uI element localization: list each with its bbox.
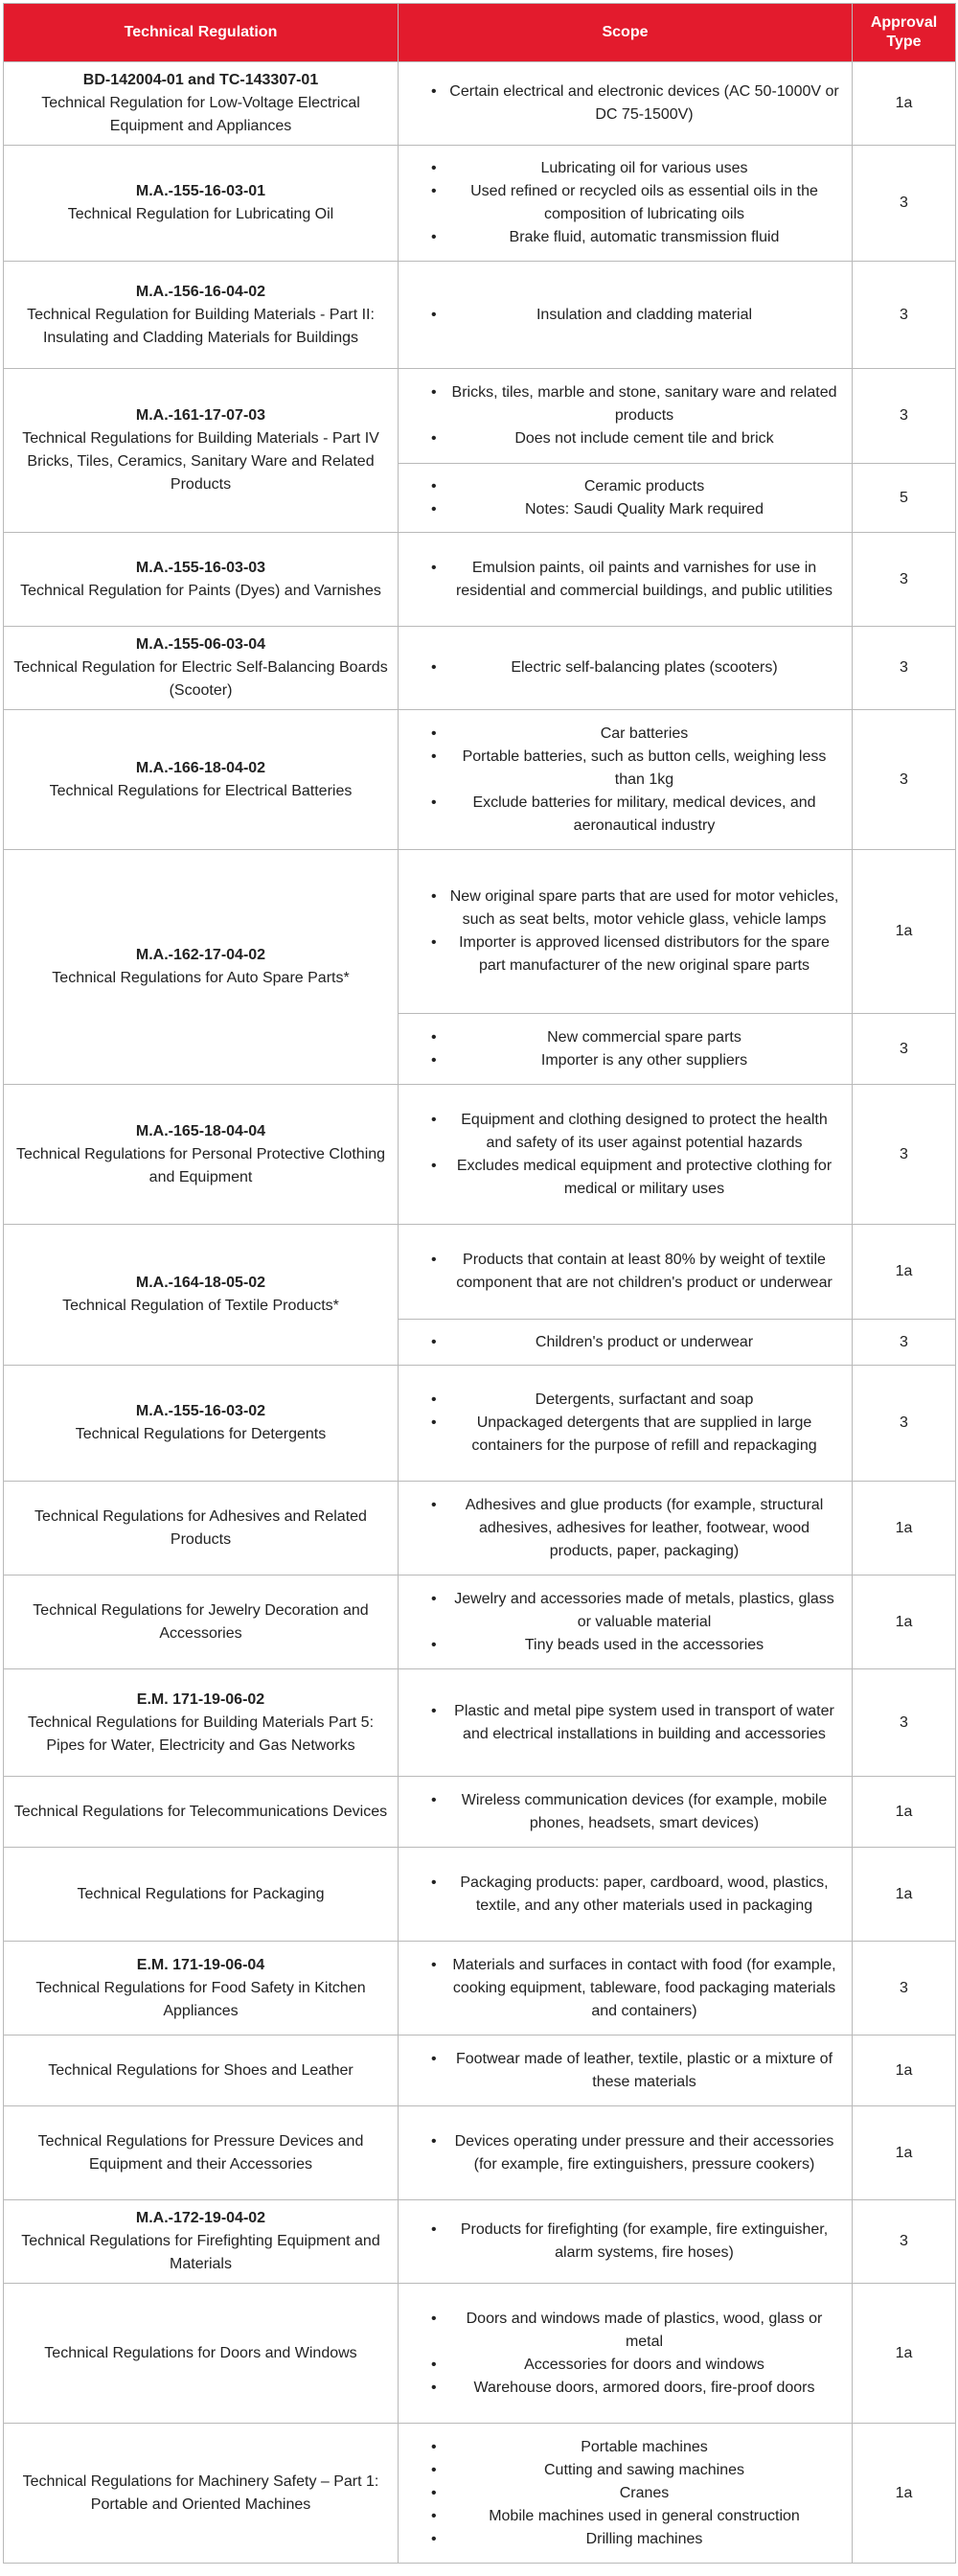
header-scope: Scope xyxy=(399,4,853,62)
scope-item: • Brake fluid, automatic transmission fluid xyxy=(406,226,842,249)
scope-cell xyxy=(399,1320,853,1366)
table-row xyxy=(4,262,956,369)
table-row xyxy=(4,850,956,1014)
scope-item: • Used refined or recycled oils as essential oils in the composition of lubricating oils xyxy=(406,180,842,226)
scope-list xyxy=(406,2219,842,2265)
scope-list xyxy=(406,157,842,249)
approval-type-cell: 3 xyxy=(853,369,956,464)
approval-type-cell: 3 xyxy=(853,627,956,710)
scope-list xyxy=(406,1249,842,1295)
regulation-name: Technical Regulations for Shoes and Leather xyxy=(48,2061,354,2079)
header-approval-type: Approval Type xyxy=(853,4,956,62)
scope-item: • New commercial spare parts xyxy=(406,1026,842,1049)
regulation-name: Technical Regulations for Doors and Windows xyxy=(44,2344,357,2361)
scope-item: • Plastic and metal pipe system used in transport of water and electrical installations in building and accessories xyxy=(406,1700,842,1746)
regulation-cell xyxy=(4,1482,399,1576)
scope-item: • Tiny beads used in the accessories xyxy=(406,1634,842,1657)
regulations-table xyxy=(3,3,956,2564)
scope-item: • Packaging products: paper, cardboard, wood, plastics, textile, and any other materials used in packaging xyxy=(406,1872,842,1918)
regulation-cell xyxy=(4,146,399,262)
scope-item: • Children's product or underwear xyxy=(406,1331,842,1354)
scope-cell xyxy=(399,710,853,850)
table-row xyxy=(4,1848,956,1942)
scope-list xyxy=(406,1494,842,1563)
scope-cell xyxy=(399,1848,853,1942)
scope-list xyxy=(406,1389,842,1458)
scope-list xyxy=(406,304,842,327)
regulation-name: Technical Regulations for Packaging xyxy=(77,1885,325,1902)
regulation-code: BD-142004-01 and TC-143307-01 xyxy=(82,72,319,88)
regulation-code: E.M. 171-19-06-02 xyxy=(136,1690,265,1708)
scope-item: • Wireless communication devices (for example, mobile phones, headsets, smart devices) xyxy=(406,1789,842,1835)
scope-cell xyxy=(399,1225,853,1320)
regulation-cell xyxy=(4,1848,399,1942)
approval-type-cell: 3 xyxy=(853,1320,956,1366)
scope-item: • Importer is approved licensed distributors for the spare part manufacturer of the new original spare parts xyxy=(406,932,842,978)
scope-cell xyxy=(399,1576,853,1669)
scope-item: • Exclude batteries for military, medical devices, and aeronautical industry xyxy=(406,792,842,838)
approval-type-cell: 1a xyxy=(853,2284,956,2424)
scope-item: • Insulation and cladding material xyxy=(406,304,842,327)
table-row xyxy=(4,2200,956,2284)
table-row xyxy=(4,1942,956,2036)
table-row xyxy=(4,627,956,710)
regulation-code: M.A.-166-18-04-02 xyxy=(135,759,266,776)
regulation-name: Technical Regulation of Textile Products* xyxy=(62,1298,339,1314)
scope-list xyxy=(406,475,842,521)
scope-cell xyxy=(399,2284,853,2424)
regulation-cell xyxy=(4,627,399,710)
regulation-name: Technical Regulations for Machinery Safety – Part 1: Portable and Oriented Machines xyxy=(22,2472,379,2513)
approval-type-cell: 1a xyxy=(853,2424,956,2564)
scope-list xyxy=(406,886,842,978)
scope-list xyxy=(406,1109,842,1201)
scope-item: • Warehouse doors, armored doors, fire-proof doors xyxy=(406,2377,842,2400)
regulation-cell xyxy=(4,2284,399,2424)
approval-type-cell: 3 xyxy=(853,1014,956,1085)
regulation-cell xyxy=(4,262,399,369)
regulation-name: Technical Regulation for Low-Voltage Electrical Equipment and Appliances xyxy=(41,95,360,134)
approval-type-cell: 1a xyxy=(853,1482,956,1576)
approval-type-cell: 3 xyxy=(853,2200,956,2284)
approval-type-cell: 1a xyxy=(853,62,956,146)
table-row xyxy=(4,2284,956,2424)
regulation-code: M.A.-162-17-04-02 xyxy=(135,947,266,963)
scope-list xyxy=(406,1331,842,1354)
regulation-cell xyxy=(4,1085,399,1225)
regulation-name: Technical Regulation for Building Materials - Part II: Insulating and Cladding Materials for Buildings xyxy=(27,306,375,346)
scope-cell xyxy=(399,1085,853,1225)
approval-type-cell: 1a xyxy=(853,2106,956,2200)
scope-cell xyxy=(399,533,853,627)
header-technical-regulation: Technical Regulation xyxy=(4,4,399,62)
scope-cell xyxy=(399,2106,853,2200)
scope-cell xyxy=(399,1777,853,1848)
table-row xyxy=(4,1225,956,1320)
table-row xyxy=(4,146,956,262)
scope-item: • New original spare parts that are used for motor vehicles, such as seat belts, motor vehicle glass, vehicle lamps xyxy=(406,886,842,932)
scope-list xyxy=(406,2308,842,2400)
regulation-name: Technical Regulations for Detergents xyxy=(75,1426,327,1442)
scope-item: • Excludes medical equipment and protective clothing for medical or military uses xyxy=(406,1155,842,1201)
regulation-name: Technical Regulations for Building Materials Part 5: Pipes for Water, Electricity and Gas Networks xyxy=(27,1714,375,1754)
approval-type-cell: 3 xyxy=(853,533,956,627)
scope-item: • Equipment and clothing designed to protect the health and safety of its user against potential hazards xyxy=(406,1109,842,1155)
scope-item: • Importer is any other suppliers xyxy=(406,1049,842,1072)
approval-type-cell: 3 xyxy=(853,1669,956,1777)
scope-list xyxy=(406,381,842,450)
regulation-name: Technical Regulation for Paints (Dyes) and Varnishes xyxy=(20,582,381,599)
regulation-cell xyxy=(4,369,399,533)
scope-list xyxy=(406,2436,842,2551)
regulation-cell xyxy=(4,1669,399,1777)
scope-cell xyxy=(399,146,853,262)
regulation-cell xyxy=(4,1225,399,1366)
regulation-code: M.A.-156-16-04-02 xyxy=(135,283,266,300)
scope-cell xyxy=(399,2036,853,2106)
scope-item: • Detergents, surfactant and soap xyxy=(406,1389,842,1412)
regulation-name: Technical Regulations for Electrical Batteries xyxy=(49,782,353,799)
table-row xyxy=(4,62,956,146)
scope-list xyxy=(406,2048,842,2094)
scope-list xyxy=(406,1588,842,1657)
approval-type-cell: 1a xyxy=(853,1848,956,1942)
regulation-name: Technical Regulation for Electric Self-Balancing Boards (Scooter) xyxy=(13,659,388,699)
regulation-name: Technical Regulations for Building Materials - Part IV Bricks, Tiles, Ceramics, Sanitary Ware and Related Products xyxy=(22,430,379,493)
table-row xyxy=(4,710,956,850)
regulation-cell xyxy=(4,2424,399,2564)
scope-item: • Cutting and sawing machines xyxy=(406,2459,842,2482)
scope-list xyxy=(406,2130,842,2176)
table-row xyxy=(4,369,956,464)
scope-item: • Materials and surfaces in contact with food (for example, cooking equipment, tableware, food packaging materials and containers) xyxy=(406,1954,842,2023)
table-row xyxy=(4,1576,956,1669)
regulation-name: Technical Regulations for Personal Protective Clothing and Equipment xyxy=(15,1145,386,1185)
scope-cell xyxy=(399,1014,853,1085)
scope-item: • Certain electrical and electronic devices (AC 50-1000V or DC 75-1500V) xyxy=(406,80,842,126)
regulation-code: E.M. 171-19-06-04 xyxy=(136,1956,265,1973)
table-row xyxy=(4,1085,956,1225)
regulation-cell xyxy=(4,2106,399,2200)
regulation-code: M.A.-155-06-03-04 xyxy=(135,636,266,653)
table-row xyxy=(4,2036,956,2106)
regulation-cell xyxy=(4,850,399,1085)
table-row xyxy=(4,2106,956,2200)
approval-type-cell: 5 xyxy=(853,464,956,533)
scope-item: • Products that contain at least 80% by weight of textile component that are not children's product or underwear xyxy=(406,1249,842,1295)
regulation-cell xyxy=(4,1576,399,1669)
scope-item: • Notes: Saudi Quality Mark required xyxy=(406,498,842,521)
scope-cell xyxy=(399,262,853,369)
scope-item: • Mobile machines used in general construction xyxy=(406,2505,842,2528)
scope-list xyxy=(406,1700,842,1746)
approval-type-cell: 1a xyxy=(853,2036,956,2106)
scope-list xyxy=(406,1872,842,1918)
approval-type-cell: 1a xyxy=(853,1576,956,1669)
scope-item: • Portable batteries, such as button cells, weighing less than 1kg xyxy=(406,746,842,792)
table-header xyxy=(4,4,956,62)
regulation-cell xyxy=(4,62,399,146)
approval-type-cell: 3 xyxy=(853,146,956,262)
regulation-name: Technical Regulations for Firefighting Equipment and Materials xyxy=(21,2233,380,2272)
table-row xyxy=(4,1777,956,1848)
scope-list xyxy=(406,723,842,838)
regulation-cell xyxy=(4,1366,399,1482)
regulation-code: M.A.-165-18-04-04 xyxy=(135,1122,266,1139)
scope-list xyxy=(406,1954,842,2023)
scope-item: • Footwear made of leather, textile, plastic or a mixture of these materials xyxy=(406,2048,842,2094)
scope-item: • Adhesives and glue products (for example, structural adhesives, adhesives for leather, footwear, wood products, paper, packaging) xyxy=(406,1494,842,1563)
regulation-code: M.A.-161-17-07-03 xyxy=(135,407,266,424)
regulation-name: Technical Regulation for Lubricating Oil xyxy=(67,206,334,222)
regulation-name: Technical Regulations for Telecommunications Devices xyxy=(13,1803,388,1820)
scope-item: • Cranes xyxy=(406,2482,842,2505)
regulation-code: M.A.-155-16-03-03 xyxy=(135,559,266,576)
approval-type-cell: 3 xyxy=(853,710,956,850)
scope-item: • Does not include cement tile and brick xyxy=(406,427,842,450)
approval-type-cell: 3 xyxy=(853,1085,956,1225)
scope-cell xyxy=(399,1669,853,1777)
regulation-cell xyxy=(4,1777,399,1848)
approval-type-cell: 1a xyxy=(853,1225,956,1320)
scope-item: • Jewelry and accessories made of metals, plastics, glass or valuable material xyxy=(406,1588,842,1634)
scope-item: • Products for firefighting (for example, fire extinguisher, alarm systems, fire hoses) xyxy=(406,2219,842,2265)
regulation-cell xyxy=(4,2036,399,2106)
regulation-code: M.A.-155-16-03-02 xyxy=(135,1403,266,1419)
scope-item: • Devices operating under pressure and their accessories (for example, fire extinguishers, pressure cookers) xyxy=(406,2130,842,2176)
scope-item: • Car batteries xyxy=(406,723,842,746)
approval-type-cell: 3 xyxy=(853,1942,956,2036)
approval-type-cell: 3 xyxy=(853,262,956,369)
scope-list xyxy=(406,557,842,603)
scope-cell xyxy=(399,627,853,710)
scope-cell xyxy=(399,1482,853,1576)
table-body xyxy=(4,62,956,2564)
regulation-cell xyxy=(4,533,399,627)
regulation-code: M.A.-172-19-04-02 xyxy=(135,2210,266,2226)
scope-cell xyxy=(399,1366,853,1482)
scope-list xyxy=(406,80,842,126)
table-row xyxy=(4,1482,956,1576)
approval-type-cell: 1a xyxy=(853,1777,956,1848)
scope-cell xyxy=(399,2424,853,2564)
table-row xyxy=(4,533,956,627)
scope-cell xyxy=(399,1942,853,2036)
scope-cell xyxy=(399,369,853,464)
scope-item: • Emulsion paints, oil paints and varnishes for use in residential and commercial buildings, and public utilities xyxy=(406,557,842,603)
scope-item: • Accessories for doors and windows xyxy=(406,2354,842,2377)
scope-cell xyxy=(399,464,853,533)
scope-item: • Drilling machines xyxy=(406,2528,842,2551)
scope-item: • Bricks, tiles, marble and stone, sanitary ware and related products xyxy=(406,381,842,427)
regulation-code: M.A.-164-18-05-02 xyxy=(135,1275,266,1291)
regulation-cell xyxy=(4,1942,399,2036)
scope-item: • Portable machines xyxy=(406,2436,842,2459)
scope-item: • Doors and windows made of plastics, wood, glass or metal xyxy=(406,2308,842,2354)
scope-item: • Unpackaged detergents that are supplied in large containers for the purpose of refill and repackaging xyxy=(406,1412,842,1458)
regulation-name: Technical Regulations for Auto Spare Parts* xyxy=(52,970,350,986)
approval-type-cell: 1a xyxy=(853,850,956,1014)
regulation-name: Technical Regulations for Pressure Devices and Equipment and their Accessories xyxy=(37,2132,364,2173)
regulation-name: Technical Regulations for Jewelry Decoration and Accessories xyxy=(33,1601,369,1642)
scope-cell xyxy=(399,2200,853,2284)
regulation-name: Technical Regulations for Food Safety in Kitchen Appliances xyxy=(35,1979,366,2019)
scope-cell xyxy=(399,850,853,1014)
table-row xyxy=(4,2424,956,2564)
scope-item: • Lubricating oil for various uses xyxy=(406,157,842,180)
scope-cell xyxy=(399,62,853,146)
approval-type-cell: 3 xyxy=(853,1366,956,1482)
regulation-cell xyxy=(4,2200,399,2284)
regulation-code: M.A.-155-16-03-01 xyxy=(135,183,266,199)
table-row xyxy=(4,1669,956,1777)
scope-item: • Electric self-balancing plates (scooters) xyxy=(406,656,842,679)
scope-item: • Ceramic products xyxy=(406,475,842,498)
regulation-cell xyxy=(4,710,399,850)
scope-list xyxy=(406,1026,842,1072)
scope-list xyxy=(406,1789,842,1835)
regulation-name: Technical Regulations for Adhesives and Related Products xyxy=(34,1507,367,1548)
scope-list xyxy=(406,656,842,679)
table-row xyxy=(4,1366,956,1482)
